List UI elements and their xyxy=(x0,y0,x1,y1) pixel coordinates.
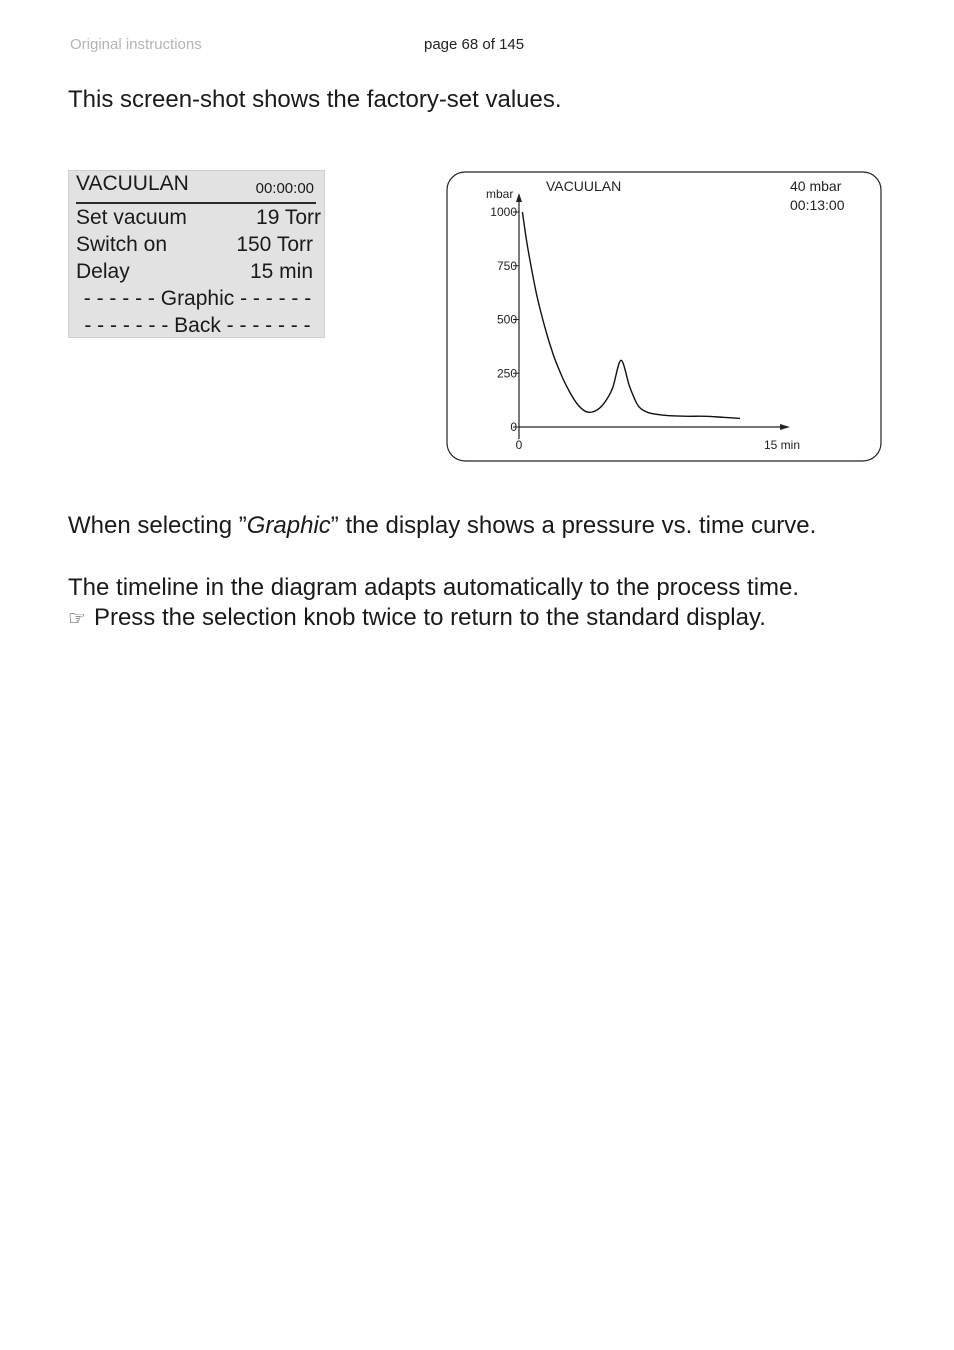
y-axis-unit-label: mbar xyxy=(486,187,514,201)
menu-item-switch-on[interactable] xyxy=(76,233,321,259)
y-tick-label: 250 xyxy=(496,366,517,381)
menu-item-value: 150 Torr xyxy=(236,233,313,256)
menu-item-delay[interactable] xyxy=(76,260,321,286)
pointing-hand-icon: ☞ xyxy=(68,606,86,630)
graphic-description-end: ” the display shows a pressure vs. time curve. xyxy=(330,512,817,539)
y-tick-label: 500 xyxy=(496,312,517,327)
menu-item-value: 19 Torr xyxy=(256,206,321,229)
graphic-description xyxy=(68,512,816,540)
graphic-description-start: When selecting ” xyxy=(68,512,247,539)
menu-item-back[interactable]: - - - - - - - Back - - - - - - - xyxy=(84,314,311,337)
page-number: page 68 of 145 xyxy=(424,36,525,53)
instruction-step xyxy=(68,604,766,632)
graphic-time-reading: 00:13:00 xyxy=(790,197,845,213)
graphic-pressure-reading: 40 mbar xyxy=(790,178,842,194)
menu-display xyxy=(68,170,325,338)
header-document-type: Original instructions xyxy=(70,36,202,53)
menu-title: VACUULAN xyxy=(76,172,189,195)
menu-item-set-vacuum[interactable] xyxy=(76,206,321,232)
menu-item-label: Delay xyxy=(76,260,130,283)
graphic-title: VACUULAN xyxy=(546,178,622,194)
instruction-text: Press the selection knob twice to return to the standard display. xyxy=(93,604,766,631)
menu-item-label: Set vacuum xyxy=(76,206,187,229)
y-tick-label: 1000 xyxy=(490,205,517,219)
y-tick-label: 0 xyxy=(510,420,517,434)
menu-item-label: Switch on xyxy=(76,233,168,256)
menu-time: 00:00:00 xyxy=(255,180,314,197)
menu-item-value: 15 min xyxy=(249,260,313,283)
x-tick-label: 15 min xyxy=(764,438,801,452)
graphic-keyword: Graphic xyxy=(246,512,331,539)
intro-text: This screen-shot shows the factory-set values. xyxy=(68,86,562,113)
x-tick-label: 0 xyxy=(515,438,523,452)
pressure-graphic-display xyxy=(446,171,882,462)
menu-divider xyxy=(76,202,316,204)
timeline-note: The timeline in the diagram adapts automatically to the process time. xyxy=(68,574,800,601)
y-tick-label: 750 xyxy=(496,258,517,273)
menu-item-graphic[interactable]: - - - - - - Graphic - - - - - - xyxy=(83,287,312,310)
